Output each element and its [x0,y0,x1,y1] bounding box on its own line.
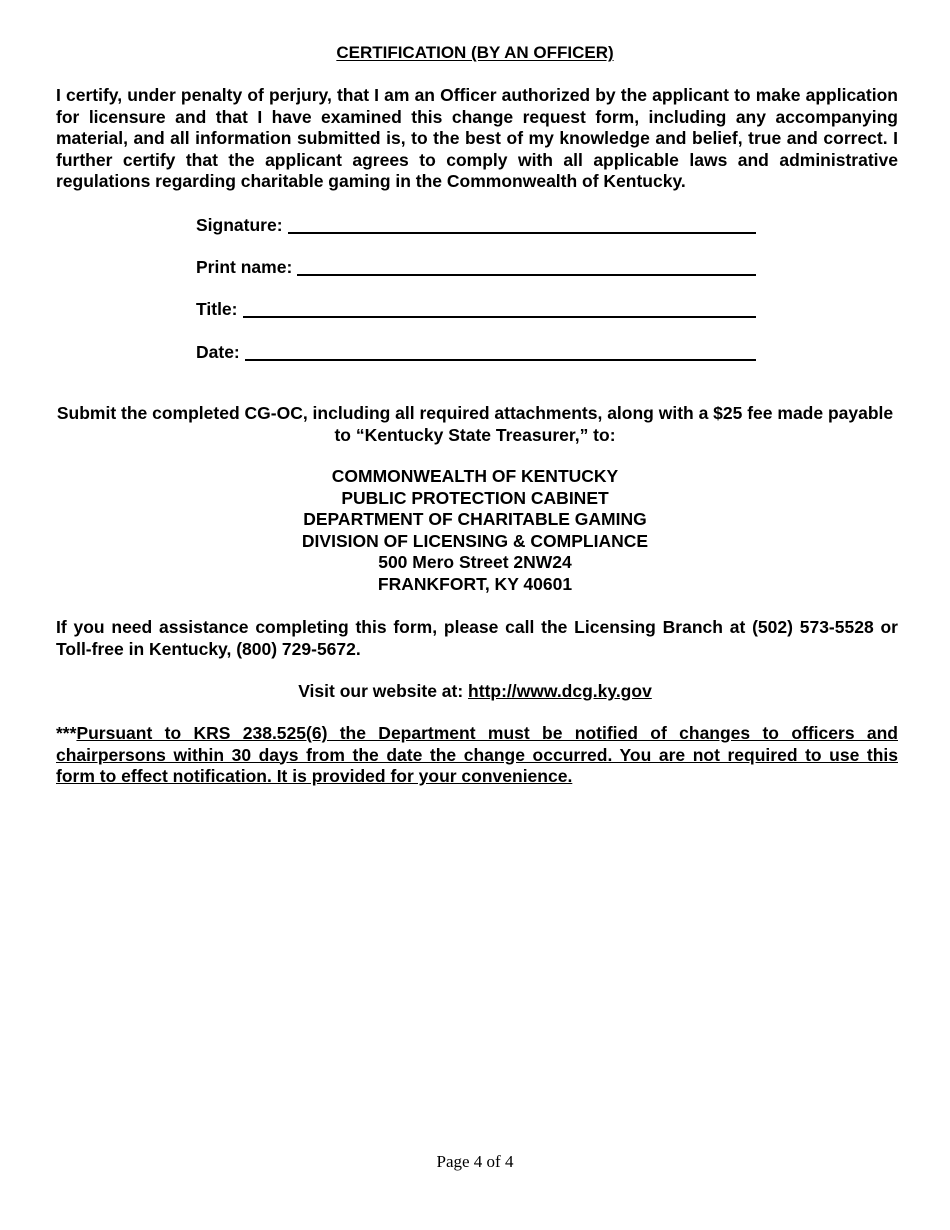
pursuant-notice [56,723,898,788]
website-line [0,681,950,703]
website-link[interactable]: http://www.dcg.ky.gov [468,681,652,701]
address-line: COMMONWEALTH OF KENTUCKY [331,466,619,486]
title-row[interactable] [196,295,756,319]
address-line: DIVISION OF LICENSING & COMPLIANCE [301,530,649,551]
address-line: DEPARTMENT OF CHARITABLE GAMING [303,509,647,529]
title-label: Title: [196,299,238,319]
signature-row[interactable] [196,211,756,235]
address-line: FRANKFORT, KY 40601 [377,573,573,594]
signature-label: Signature: [196,215,283,235]
pursuant-text: Pursuant to KRS 238.525(6) the Department must be notified of changes to officers and chairpersons within 30 days from the date the change occurred. You are not required to use this form to effect notification. It is provided for your convenience. [56,723,898,786]
print-name-row[interactable] [196,253,756,277]
address-line: PUBLIC PROTECTION CABINET [341,487,609,508]
website-prefix: Visit our website at: [298,681,469,701]
certification-paragraph: I certify, under penalty of perjury, that I am an Officer authorized by the applicant to make application for licensure and that I have examined this change request form, including any accompanying material, and all information submitted is, to the best of my knowledge and belief, true and correct. I further certify that the applicant agrees to comply with all applicable laws and administrative regulations regarding charitable gaming in the Commonwealth of Kentucky. [56,85,898,191]
mailing-address [0,466,950,595]
submit-instructions: Submit the completed CG-OC, including all required attachments, along with a $25 fee made payable to “Kentucky State Treasurer,” to: [56,403,894,445]
date-field[interactable] [245,359,756,361]
print-name-field[interactable] [297,274,756,276]
pursuant-asterisks: *** [56,723,77,743]
page-number: Page 4 of 4 [436,1152,514,1171]
print-name-label: Print name: [196,257,293,277]
address-line: 500 Mero Street 2NW24 [378,552,572,572]
date-row[interactable] [196,338,756,362]
date-label: Date: [196,342,240,362]
assistance-paragraph: If you need assistance completing this form, please call the Licensing Branch at (502) 573-5528 or Toll-free in Kentucky, (800) 729-5672. [56,617,898,659]
signature-field[interactable] [288,232,756,234]
title-field[interactable] [243,316,757,318]
page-heading: CERTIFICATION (BY AN OFFICER) [336,43,614,62]
